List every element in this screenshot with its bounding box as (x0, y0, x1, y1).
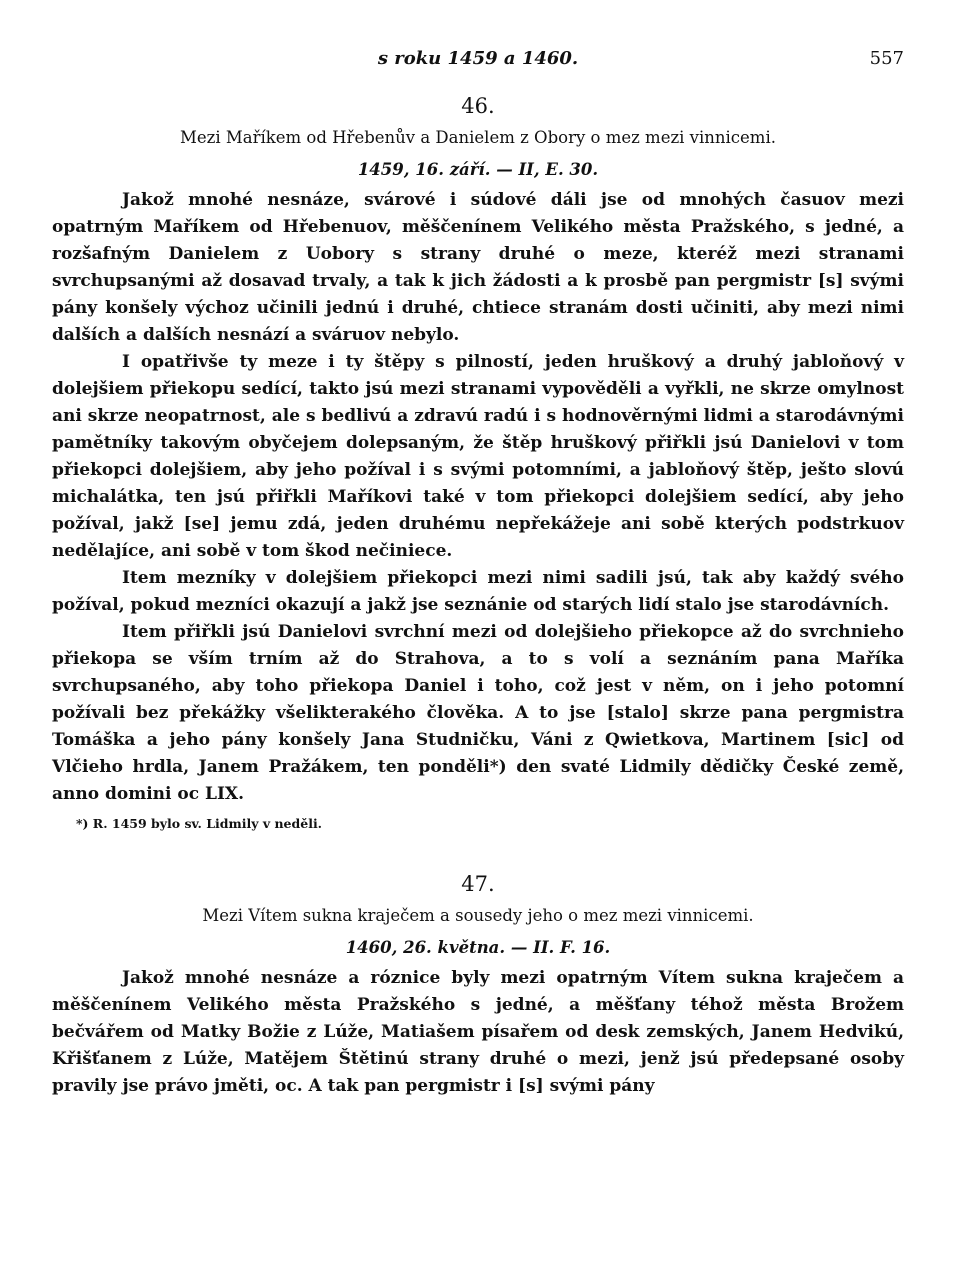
footnote: *) R. 1459 bylo sv. Lidmily v neděli. (76, 816, 323, 831)
document-47 (52, 872, 904, 1100)
paragraph: Item přiřkli jsú Danielovi svrchní mezi od dolejšieho přiekopce až do svrchnieho přiekopa se vším trním až do Strahova, a to s volí a seznáním pana Maříka svrchupsaného, aby toho přiekopa Daniel i toho, což jest v něm, on i jeho potomní požívali bez překážky všelikterakého člověka. A to jse [stalo] skrze pana pergmistra Tomáška a jeho pány konšely Jana Studničku, Váni z Qwietkova, Martinem [sic] od Vlčieho hrdla, Janem Pražákem, ten ponděli*) den svaté Lidmily dědičky České země, anno domini oc LIX. (52, 622, 904, 804)
document-46 (52, 94, 904, 834)
section-gap (52, 834, 904, 854)
document-date: 1460, 26. května. — II. F. 16. (345, 938, 611, 957)
page-number: 557 (869, 48, 904, 69)
running-title: s roku 1459 a 1460. (377, 48, 579, 69)
paragraph: I opatřivše ty meze i ty štěpy s pilností, jeden hruškový a druhý jabloňový v dolejšiem přiekopu sedící, takto jsú mezi stranami vypověděli a vyřkli, ne skrze omylnost ani skrze neopatrnost, ale s bedlivú a zdravú radú i s hodnověrnými lidmi a starodávnými pamětníky takovým obyčejem dolepsaným, že štěp hruškový přiřkli jsú Danielovi v tom přiekopci dolejšiem, aby jeho požíval i s svými potomními, a jabloňový štěp, ješto slovú michalátka, ten jsú přiřkli Maříkovi také v tom přiekopci dolejšiem sedící, aby jeho požíval, jakž [se] jemu zdá, jeden druhému nepřekážeje ani sobě kterých podstrkuov nedělajíce, ani sobě v tom škod nečiniece. (52, 352, 904, 561)
running-head (52, 40, 904, 76)
book-page (52, 40, 904, 1100)
document-date: 1459, 16. září. — II, E. 30. (357, 160, 599, 179)
paragraph: Jakož mnohé nesnáze, svárové i súdové dáli jse od mnohých časuov mezi opatrným Maříkem od Hřebenuov, měščenínem Velikého města Pražského, s jedné, a rozšafným Danielem z Uobory s strany druhé o meze, kteréž mezi stranami svrchupsanými až dosavad trvaly, a tak k jich žádosti a k prosbě pan pergmistr [s] svými pány konšely výchoz učinili jednú i druhé, chtiece stranám dosti učiniti, aby mezi nimi dalších a dalších nesnází a sváruov nebylo. (52, 190, 904, 345)
paragraph: Item mezníky v dolejšiem přiekopci mezi nimi sadili jsú, tak aby každý svého požíval, pokud mezníci okazují a jakž jse seznánie od starých lidí stalo jse starodávních. (52, 568, 904, 615)
document-heading: Mezi Vítem sukna kraječem a sousedy jeho o mez mezi vinnicemi. (202, 906, 754, 925)
document-heading: Mezi Maříkem od Hřebenův a Danielem z Obory o mez mezi vinnicemi. (180, 128, 776, 147)
paragraph: Jakož mnohé nesnáze a róznice byly mezi opatrným Vítem sukna kraječem a měščenínem Velikého města Pražského s jedné, a měšťany téhož města Brožem bečvářem od Matky Božie z Lúže, Matiašem písařem od desk zemských, Janem Hedvikú, Křišťanem z Lúže, Matějem Štětinú strany druhé o mezi, jenž jsú předepsané osoby pravily jse právo jměti, oc. A tak pan pergmistr i [s] svými pány (52, 968, 904, 1096)
document-number: 47. (461, 872, 495, 896)
document-number: 46. (461, 94, 495, 118)
